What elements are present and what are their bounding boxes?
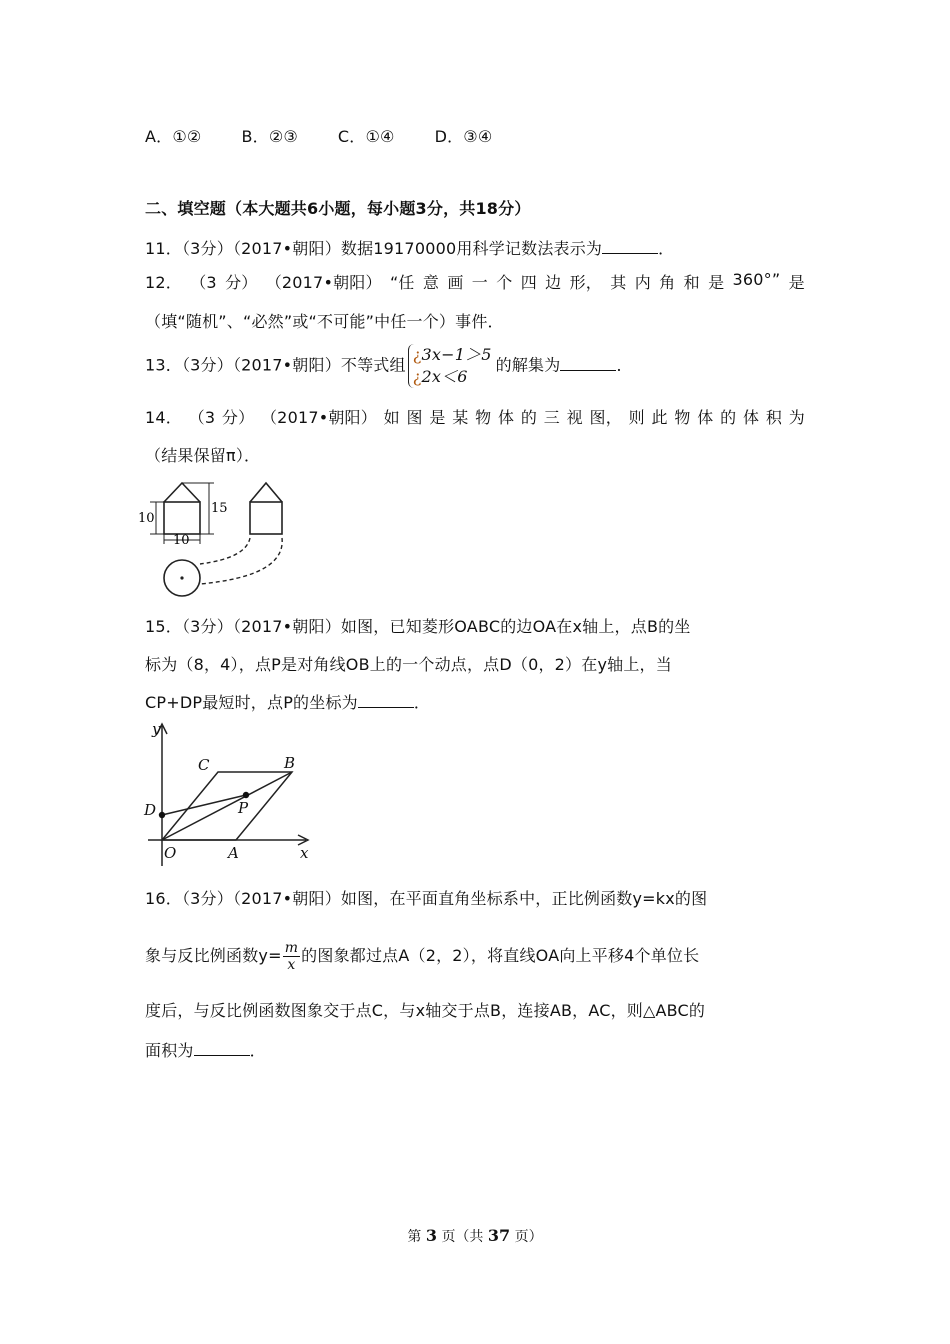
q14-word: 体	[697, 408, 714, 427]
page-footer	[0, 1226, 950, 1246]
question-15-line3	[145, 690, 430, 713]
three-view-figure	[136, 474, 306, 600]
q12-word: 360°”	[732, 270, 781, 289]
label-y: y	[152, 720, 161, 738]
q13-prefix: 13．（3分）（2017•朝阳）不等式组	[145, 355, 406, 375]
inequality-2: 2x＜6	[421, 367, 468, 386]
question-11	[145, 236, 674, 259]
q14-word: 视	[566, 408, 583, 427]
q14-word: 分）	[221, 408, 255, 427]
q13-glyph-2: ¿	[412, 367, 422, 386]
option-c: C．①④	[337, 127, 395, 146]
q14-word: 为	[788, 408, 805, 427]
q14-word: 是	[429, 408, 446, 427]
point-p	[243, 792, 249, 798]
q14-word: 的	[520, 408, 538, 427]
question-16-line3: 度后，与反比例函数图象交于点C，与x轴交于点B，连接AB，AC，则△ABC的	[145, 1001, 706, 1020]
question-14-line1	[145, 405, 805, 428]
fraction-denominator: x	[287, 957, 296, 973]
footer-page-number: 3	[425, 1226, 437, 1245]
q11-end: ．	[658, 239, 675, 258]
q16-answer-blank	[194, 1041, 250, 1056]
q12-word: 内	[634, 273, 651, 292]
q15-text: CP+DP最短时，点P的坐标为	[145, 693, 358, 712]
footer-total-pages: 37	[487, 1226, 511, 1245]
label-o: O	[164, 844, 177, 862]
q16-line2-suffix: 的图象都过点A（2，2），将直线OA向上平移4个单位长	[301, 946, 700, 965]
segment-dp	[162, 795, 246, 815]
q15-end: ．	[413, 693, 431, 712]
q14-word: 图，	[589, 408, 622, 427]
point-d	[159, 812, 165, 818]
q12-word: 是	[788, 273, 805, 292]
section-heading: 二、填空题（本大题共6小题，每小题3分，共18分）	[145, 199, 531, 218]
projection-arc-inner	[200, 538, 250, 564]
footer-pre: 第	[407, 1229, 422, 1245]
option-a: A．①②	[145, 127, 202, 146]
q12-word: 是	[708, 273, 725, 292]
q12-word: 意	[422, 273, 440, 292]
q12-word: 四	[520, 273, 537, 292]
label-a: A	[228, 844, 239, 862]
projection-arc-outer	[200, 538, 282, 584]
q12-word: 分）	[225, 273, 258, 292]
q13-answer-blank	[560, 356, 616, 371]
q14-word: 的	[720, 408, 737, 427]
dim-total-height: 15	[211, 501, 228, 516]
dim-width: 10	[173, 533, 190, 548]
q14-word: 14．	[145, 408, 182, 427]
side-view-roof	[250, 483, 282, 502]
label-b: B	[284, 754, 296, 772]
label-c: C	[198, 756, 210, 774]
q16-end: ．	[249, 1041, 266, 1060]
q12-word: 和	[683, 273, 700, 292]
inequality-system	[408, 344, 492, 388]
rhombus-figure	[138, 716, 318, 868]
q14-word: （2017•朝阳）	[260, 408, 377, 427]
dim-left-height: 10	[138, 511, 155, 526]
footer-post: 页）	[514, 1229, 543, 1245]
question-14-line2: （结果保留π）．	[145, 446, 261, 465]
q12-word: 一	[471, 273, 488, 292]
q11-answer-blank	[602, 239, 658, 254]
diagonal-ob	[162, 772, 292, 840]
side-view-body	[250, 502, 282, 534]
q14-word: 则	[628, 408, 645, 427]
q12-word: （3	[190, 273, 217, 292]
q14-word: 体	[498, 408, 515, 427]
q13-end: ．	[616, 355, 633, 375]
q14-word: 某	[452, 408, 469, 427]
q12-word: （2017•朝阳）	[265, 273, 382, 292]
question-13	[145, 344, 633, 388]
footer-mid: 页（共	[441, 1229, 484, 1245]
front-view-roof	[164, 483, 200, 502]
label-d: D	[144, 801, 157, 819]
q14-word: 三	[543, 408, 560, 427]
question-16-line2	[145, 940, 699, 973]
option-b: B．②③	[241, 127, 298, 146]
q16-line4-text: 面积为	[145, 1041, 194, 1060]
q14-word: 此	[651, 408, 668, 427]
q14-word: 物	[674, 408, 691, 427]
q14-word: 积	[765, 408, 783, 427]
q12-word: 其	[610, 273, 627, 292]
q12-word: 边	[545, 273, 562, 292]
q12-word: 个	[496, 273, 513, 292]
fraction-m-over-x	[283, 940, 300, 973]
q15-answer-blank	[358, 693, 414, 708]
fraction-numerator: m	[284, 940, 299, 956]
q11-text: 11．（3分）（2017•朝阳）数据19170000用科学记数法表示为	[145, 239, 603, 258]
question-15-line2: 标为（8，4），点P是对角线OB上的一个动点，点D（0，2）在y轴上，当	[145, 655, 672, 674]
inequality-1: 3x−1＞5	[421, 345, 492, 364]
question-12-line2: （填“随机”、“必然”或“不可能”中任一个）事件．	[145, 312, 504, 331]
option-d: D．③④	[434, 127, 493, 146]
label-p: P	[238, 799, 249, 817]
q13-suffix: 的解集为	[495, 355, 561, 375]
q12-word: 画	[447, 273, 464, 292]
q14-word: 物	[475, 408, 492, 427]
question-15-line1: 15．（3分）（2017•朝阳）如图，已知菱形OABC的边OA在x轴上，点B的坐	[145, 617, 691, 636]
q12-word: “任	[389, 273, 415, 292]
question-16-line1: 16．（3分）（2017•朝阳）如图，在平面直角坐标系中，正比例函数y=kx的图	[145, 889, 708, 908]
front-view-body	[164, 502, 200, 534]
options-line	[145, 124, 492, 147]
q14-word: （3	[188, 408, 216, 427]
q12-word: 角	[659, 273, 676, 292]
q12-word: 形，	[569, 273, 603, 292]
question-12-line1	[145, 270, 805, 293]
q14-word: 图	[406, 408, 423, 427]
q13-glyph-1: ¿	[412, 345, 422, 364]
label-x: x	[300, 844, 309, 862]
q14-word: 体	[742, 408, 760, 427]
q12-word: 12．	[145, 273, 182, 292]
q16-line2-prefix: 象与反比例函数y=	[145, 946, 282, 965]
question-16-line4	[145, 1038, 266, 1061]
q14-word: 如	[383, 408, 400, 427]
